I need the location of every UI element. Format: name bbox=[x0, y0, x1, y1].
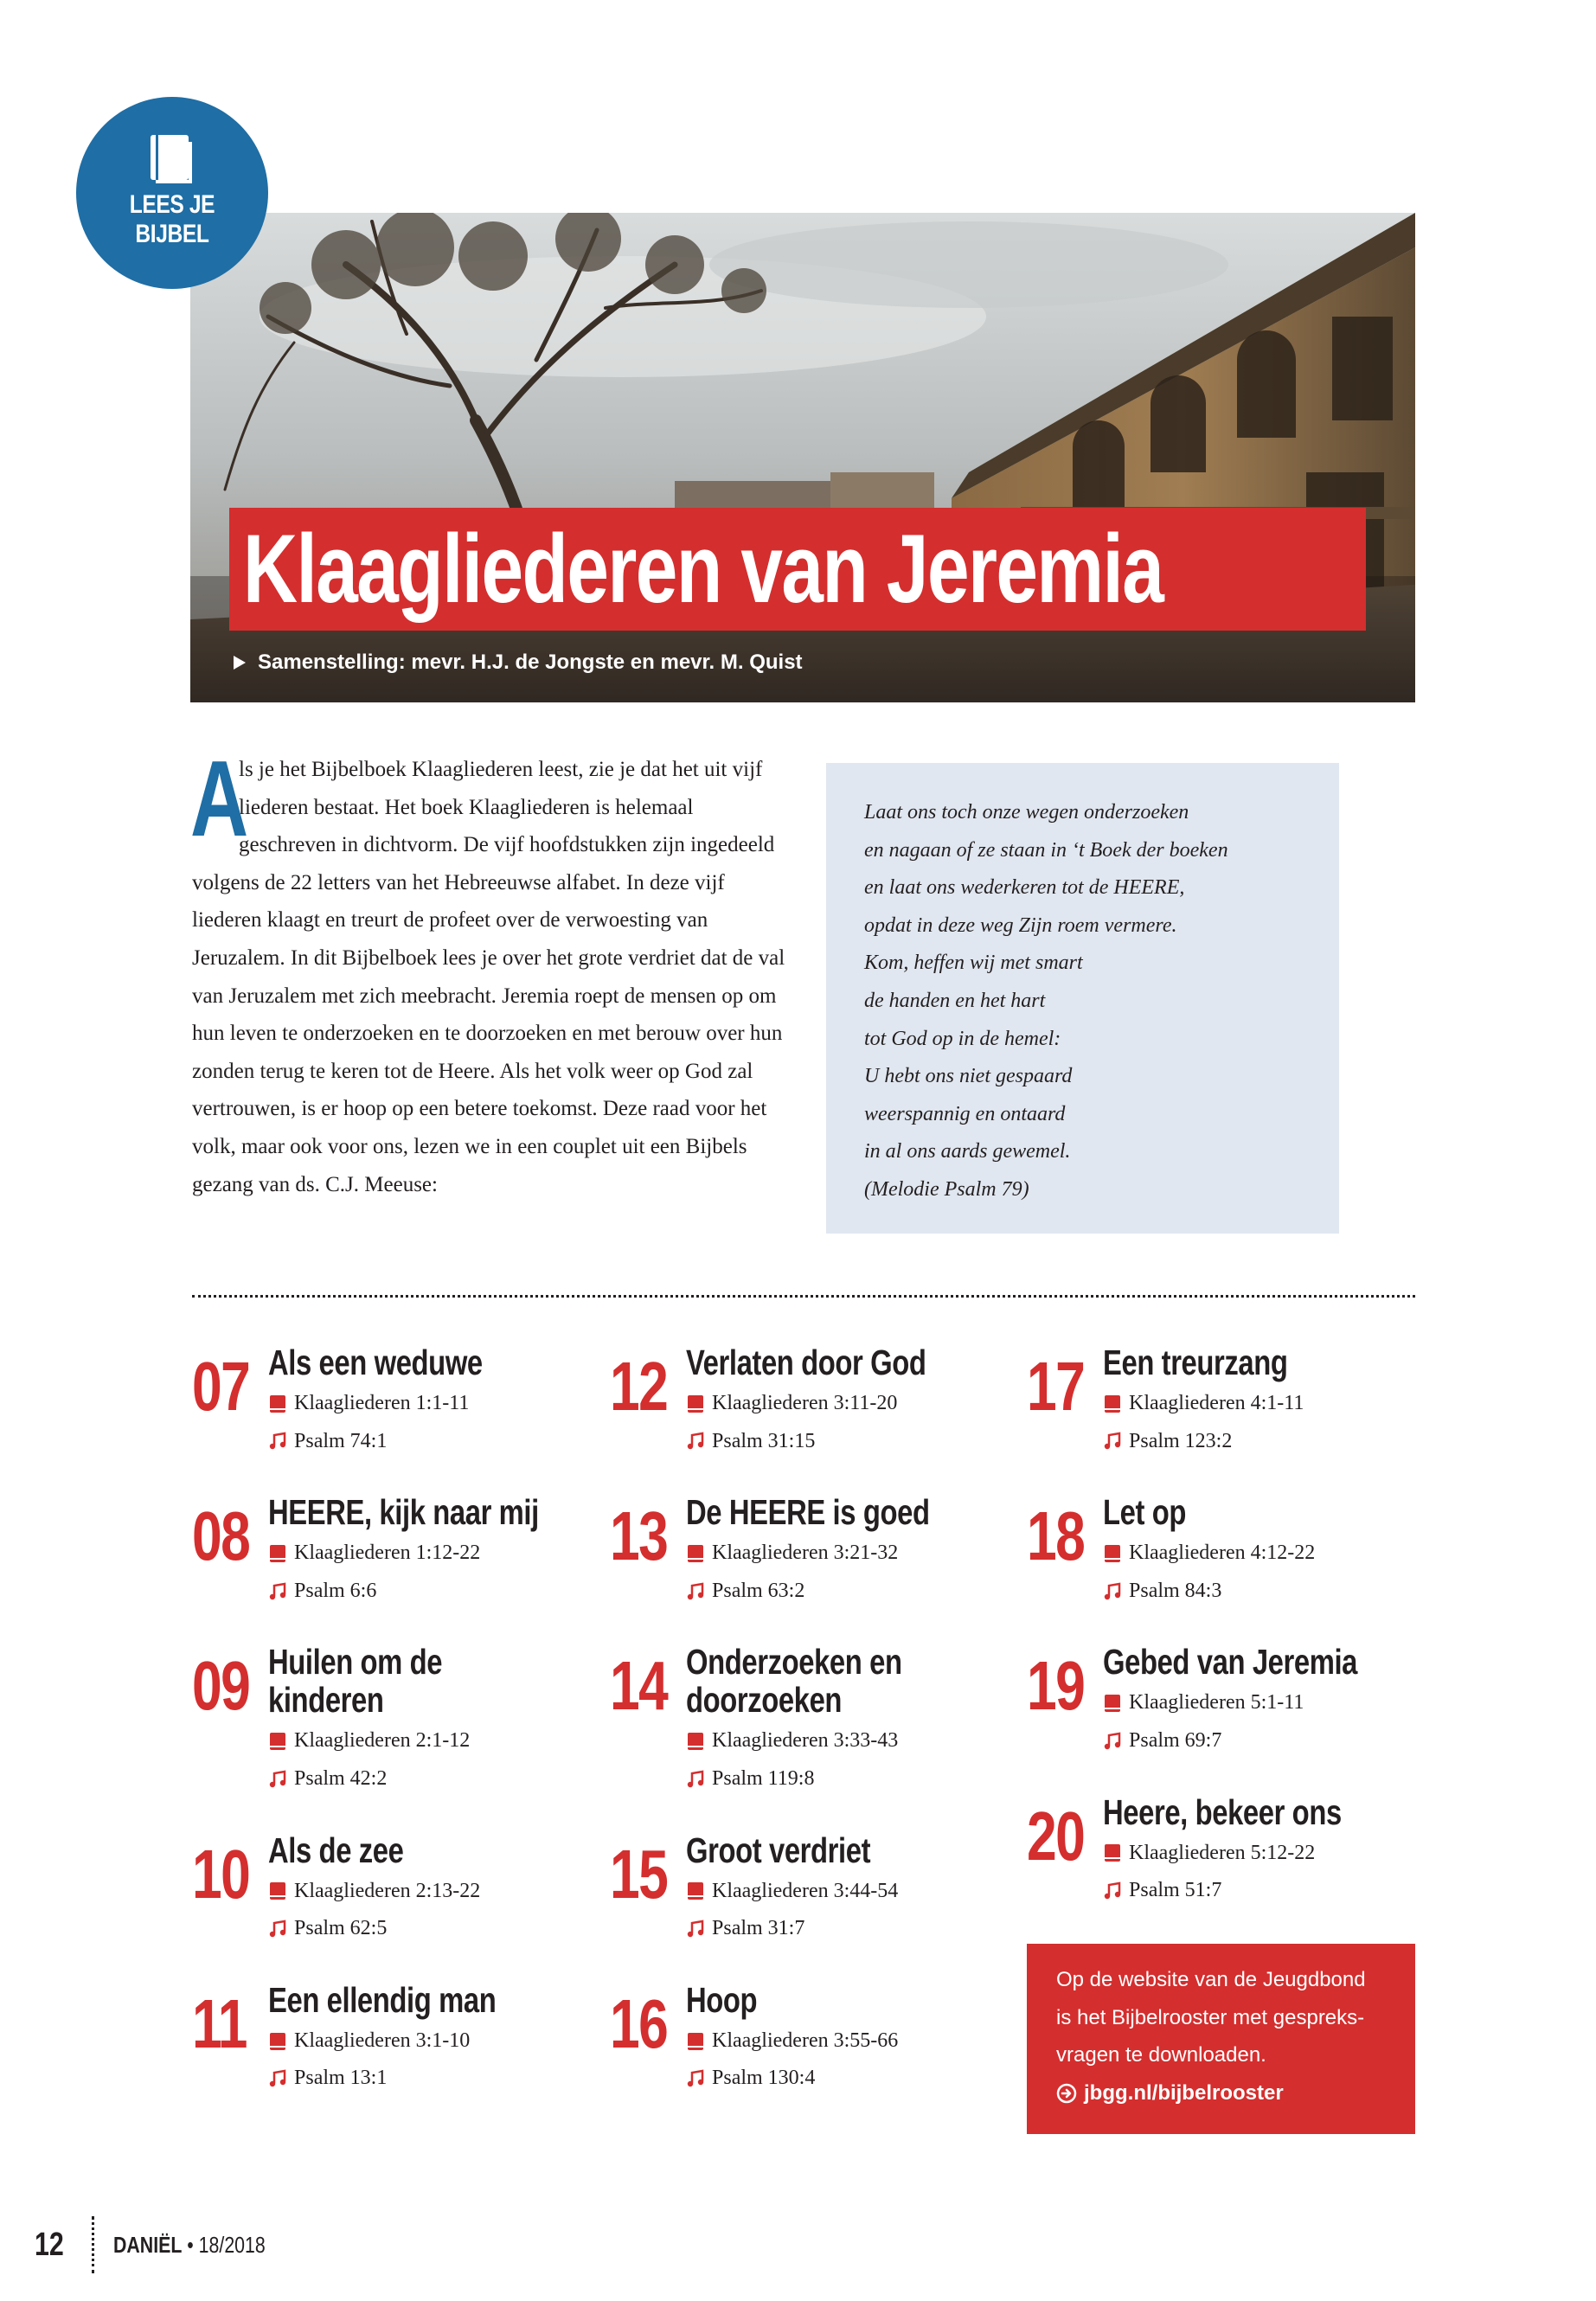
quote-line: (Melodie Psalm 79) bbox=[864, 1177, 1029, 1201]
schedule-entry bbox=[1027, 1643, 1390, 1759]
entry-title: Verlaten door God bbox=[686, 1343, 926, 1382]
quote-line: de handen en het hart bbox=[864, 989, 1046, 1012]
psalm-line bbox=[268, 1573, 555, 1611]
psalm-line bbox=[686, 1760, 973, 1798]
psalm-line bbox=[686, 1910, 973, 1948]
quote-box bbox=[826, 763, 1339, 1234]
magazine-info bbox=[113, 2232, 266, 2259]
page-footer bbox=[35, 2219, 298, 2271]
day-number: 11 bbox=[192, 1984, 247, 2062]
day-number: 18 bbox=[1027, 1497, 1085, 1575]
bible-icon bbox=[686, 1732, 705, 1751]
music-note-icon bbox=[686, 1920, 705, 1939]
music-note-icon bbox=[686, 1582, 705, 1601]
page-title: Klaagliederen van Jeremia bbox=[243, 515, 1163, 623]
psalm-ref: Psalm 31:15 bbox=[712, 1429, 816, 1452]
quote-line: en nagaan of ze staan in ‘t Boek der boeken bbox=[864, 838, 1228, 862]
schedule-entry bbox=[610, 1493, 973, 1610]
promo-link[interactable] bbox=[1056, 2074, 1386, 2112]
psalm-line bbox=[1103, 1423, 1390, 1461]
schedule-column-2 bbox=[610, 1343, 973, 2131]
music-note-icon bbox=[268, 1432, 287, 1451]
entry-title: Onderzoeken en doorzoeken bbox=[686, 1642, 902, 1721]
reading-ref: Klaagliederen 2:13-22 bbox=[294, 1879, 481, 1902]
psalm-ref: Psalm 13:1 bbox=[294, 2067, 388, 2090]
music-note-icon bbox=[1103, 1432, 1122, 1451]
music-note-icon bbox=[1103, 1732, 1122, 1751]
reading-line bbox=[268, 1722, 555, 1760]
reading-line bbox=[268, 1385, 555, 1423]
psalm-line bbox=[268, 1423, 555, 1461]
dotted-divider bbox=[192, 1295, 1415, 1298]
psalm-ref: Psalm 74:1 bbox=[294, 1429, 388, 1452]
book-icon bbox=[149, 133, 195, 185]
reading-ref: Klaagliederen 3:21-32 bbox=[712, 1541, 899, 1565]
schedule-entry bbox=[192, 1493, 555, 1610]
bible-icon bbox=[268, 2032, 287, 2051]
bible-icon bbox=[686, 1394, 705, 1413]
footer-divider bbox=[92, 2216, 94, 2273]
day-number: 13 bbox=[610, 1497, 668, 1575]
reading-ref: Klaagliederen 1:1-11 bbox=[294, 1392, 470, 1414]
entry-title: Gebed van Jeremia bbox=[1103, 1642, 1358, 1682]
day-number: 07 bbox=[192, 1348, 250, 1425]
intro-body: ls je het Bijbelboek Klaagliederen leest, zie je dat het uit vijf liederen bestaat. Het boek Klaagliederen is helemaal geschreven in dichtvorm. De vijf hoofdstukken zijn ingedeeld volgens de 22 letters van het Hebreeuwse alfabet. In deze vijf liederen klaagt en treurt de profeet over de verwoesting van Jeruzalem. In dit Bijbelboek lees je over het grote verdriet dat de val van Jeruzalem met zich meebracht. Jeremia roept de mensen op om hun leven te onderzoeken en te doorzoeken en met berouw over hun zonden terug te keren tot de Heere. Als het volk weer op God zal vertrouwen, is er hoop op een betere toekomst. Deze raad voor het volk, maar ook voor ons, lezen we in een couplet uit een Bijbels gezang van ds. C.J. Meeuse: bbox=[192, 758, 785, 1196]
reading-ref: Klaagliederen 4:1-11 bbox=[1129, 1392, 1304, 1414]
music-note-icon bbox=[686, 2069, 705, 2088]
psalm-line bbox=[1103, 1573, 1390, 1611]
title-banner bbox=[229, 508, 1366, 631]
bible-icon bbox=[268, 1394, 287, 1413]
schedule-entry bbox=[610, 1831, 973, 1948]
psalm-ref: Psalm 42:2 bbox=[294, 1766, 388, 1790]
schedule-entry bbox=[1027, 1343, 1390, 1460]
reading-line bbox=[686, 1385, 973, 1423]
bible-icon bbox=[686, 1881, 705, 1900]
music-note-icon bbox=[268, 2069, 287, 2088]
bible-icon bbox=[1103, 1394, 1122, 1413]
reading-ref: Klaagliederen 5:1-11 bbox=[1129, 1691, 1304, 1715]
reading-ref: Klaagliederen 3:55-66 bbox=[712, 2029, 899, 2052]
quote-line: in al ons aards gewemel. bbox=[864, 1140, 1071, 1163]
quote-line: en laat ons wederkeren tot de HEERE, bbox=[864, 876, 1185, 900]
entry-title: Let op bbox=[1103, 1492, 1186, 1533]
entry-title: Heere, bekeer ons bbox=[1103, 1791, 1342, 1832]
reading-line bbox=[1103, 1535, 1390, 1573]
bible-icon bbox=[1103, 1694, 1122, 1713]
psalm-ref: Psalm 84:3 bbox=[1129, 1579, 1222, 1602]
day-number: 17 bbox=[1027, 1348, 1085, 1425]
reading-line bbox=[268, 1535, 555, 1573]
issue-number: 18/2018 bbox=[198, 2231, 266, 2258]
music-note-icon bbox=[686, 1770, 705, 1789]
reading-ref: Klaagliederen 3:1-10 bbox=[294, 2029, 471, 2052]
music-note-icon bbox=[686, 1432, 705, 1451]
reading-line bbox=[1103, 1684, 1390, 1722]
psalm-ref: Psalm 69:7 bbox=[1129, 1728, 1222, 1752]
music-note-icon bbox=[268, 1582, 287, 1601]
play-arrow-icon bbox=[234, 656, 246, 670]
reading-line bbox=[1103, 1385, 1390, 1423]
psalm-line bbox=[686, 1573, 973, 1611]
day-number: 10 bbox=[192, 1835, 250, 1913]
footer-bullet: • bbox=[187, 2231, 199, 2258]
reading-ref: Klaagliederen 1:12-22 bbox=[294, 1541, 481, 1565]
reading-ref: Klaagliederen 2:1-12 bbox=[294, 1729, 471, 1753]
badge-line-1: LEES JE bbox=[129, 190, 215, 219]
schedule-entry bbox=[610, 1343, 973, 1460]
entry-title: Een treurzang bbox=[1103, 1343, 1288, 1382]
entry-title: Groot verdriet bbox=[686, 1830, 871, 1870]
byline-text: Samenstelling: mevr. H.J. de Jongste en mevr. M. Quist bbox=[258, 651, 803, 674]
quote-line: opdat in deze weg Zijn roem vermere. bbox=[864, 913, 1177, 937]
reading-line bbox=[686, 1535, 973, 1573]
section-badge bbox=[76, 97, 268, 289]
arrow-circle-icon bbox=[1056, 2083, 1077, 2104]
quote-line: tot God op in de hemel: bbox=[864, 1027, 1061, 1050]
promo-text: Op de website van de Jeugdbond is het Bijbelrooster met gespreks-vragen te downloaden. bbox=[1056, 1968, 1366, 2067]
bible-icon bbox=[686, 1544, 705, 1563]
reading-line bbox=[268, 2022, 555, 2061]
entry-title: Huilen om de kinderen bbox=[268, 1642, 443, 1721]
psalm-line bbox=[1103, 1872, 1390, 1910]
music-note-icon bbox=[268, 1770, 287, 1789]
reading-line bbox=[268, 1873, 555, 1911]
schedule-entry bbox=[1027, 1793, 1390, 1910]
schedule-column-3 bbox=[1027, 1343, 1390, 1943]
entry-title: Hoop bbox=[686, 1979, 758, 2020]
reading-line bbox=[686, 2022, 973, 2061]
day-number: 20 bbox=[1027, 1797, 1085, 1875]
promo-link-text[interactable]: jbgg.nl/bijbelrooster bbox=[1084, 2080, 1284, 2105]
schedule-column-1 bbox=[192, 1343, 555, 2131]
reading-ref: Klaagliederen 3:44-54 bbox=[712, 1879, 899, 1902]
reading-ref: Klaagliederen 3:11-20 bbox=[712, 1392, 898, 1414]
quote-line: Laat ons toch onze wegen onderzoeken bbox=[864, 801, 1189, 824]
psalm-line bbox=[268, 1760, 555, 1798]
schedule-entry bbox=[610, 1981, 973, 2098]
psalm-ref: Psalm 63:2 bbox=[712, 1579, 805, 1602]
psalm-ref: Psalm 31:7 bbox=[712, 1917, 805, 1940]
psalm-line bbox=[268, 2060, 555, 2098]
bible-icon bbox=[268, 1732, 287, 1751]
schedule-entry bbox=[192, 1981, 555, 2098]
psalm-ref: Psalm 62:5 bbox=[294, 1917, 388, 1940]
reading-ref: Klaagliederen 4:12-22 bbox=[1129, 1541, 1316, 1565]
psalm-ref: Psalm 123:2 bbox=[1129, 1429, 1233, 1452]
psalm-line bbox=[268, 1910, 555, 1948]
drop-cap: A bbox=[190, 740, 249, 859]
bible-icon bbox=[686, 2032, 705, 2051]
schedule-entry bbox=[192, 1643, 555, 1798]
entry-title: Een ellendig man bbox=[268, 1979, 497, 2020]
psalm-ref: Psalm 130:4 bbox=[712, 2067, 816, 2090]
psalm-ref: Psalm 119:8 bbox=[712, 1766, 815, 1790]
psalm-line bbox=[686, 1423, 973, 1461]
page-number: 12 bbox=[35, 2226, 64, 2263]
psalm-ref: Psalm 6:6 bbox=[294, 1579, 377, 1602]
reading-line bbox=[686, 1722, 973, 1760]
day-number: 16 bbox=[610, 1984, 668, 2062]
reading-line bbox=[686, 1873, 973, 1911]
day-number: 08 bbox=[192, 1497, 250, 1575]
quote-line: Kom, heffen wij met smart bbox=[864, 952, 1083, 975]
bible-icon bbox=[268, 1544, 287, 1563]
schedule-entry bbox=[610, 1643, 973, 1798]
schedule-entry bbox=[1027, 1493, 1390, 1610]
magazine-name: DANIËL bbox=[113, 2231, 183, 2258]
day-number: 09 bbox=[192, 1647, 250, 1725]
byline bbox=[234, 651, 803, 675]
day-number: 15 bbox=[610, 1835, 668, 1913]
music-note-icon bbox=[268, 1920, 287, 1939]
bible-icon bbox=[1103, 1544, 1122, 1563]
entry-title: De HEERE is goed bbox=[686, 1492, 930, 1533]
psalm-line bbox=[1103, 1722, 1390, 1760]
day-number: 12 bbox=[610, 1348, 668, 1425]
badge-line-2: BIJBEL bbox=[135, 220, 209, 248]
music-note-icon bbox=[1103, 1582, 1122, 1601]
entry-title: HEERE, kijk naar mij bbox=[268, 1492, 539, 1533]
quote-line: U hebt ons niet gespaard bbox=[864, 1065, 1073, 1088]
psalm-line bbox=[686, 2060, 973, 2098]
bible-icon bbox=[1103, 1843, 1122, 1862]
reading-line bbox=[1103, 1835, 1390, 1873]
schedule-entry bbox=[192, 1343, 555, 1460]
intro-text bbox=[190, 740, 789, 1203]
schedule-entry bbox=[192, 1831, 555, 1948]
day-number: 14 bbox=[610, 1647, 668, 1725]
quote-line: weerspannig en ontaard bbox=[864, 1102, 1066, 1125]
bible-icon bbox=[268, 1881, 287, 1900]
entry-title: Als een weduwe bbox=[268, 1343, 483, 1382]
reading-ref: Klaagliederen 3:33-43 bbox=[712, 1729, 899, 1753]
day-number: 19 bbox=[1027, 1647, 1085, 1725]
psalm-ref: Psalm 51:7 bbox=[1129, 1879, 1222, 1902]
music-note-icon bbox=[1103, 1881, 1122, 1900]
reading-ref: Klaagliederen 5:12-22 bbox=[1129, 1841, 1316, 1864]
entry-title: Als de zee bbox=[268, 1830, 404, 1870]
download-promo bbox=[1027, 1944, 1415, 2134]
